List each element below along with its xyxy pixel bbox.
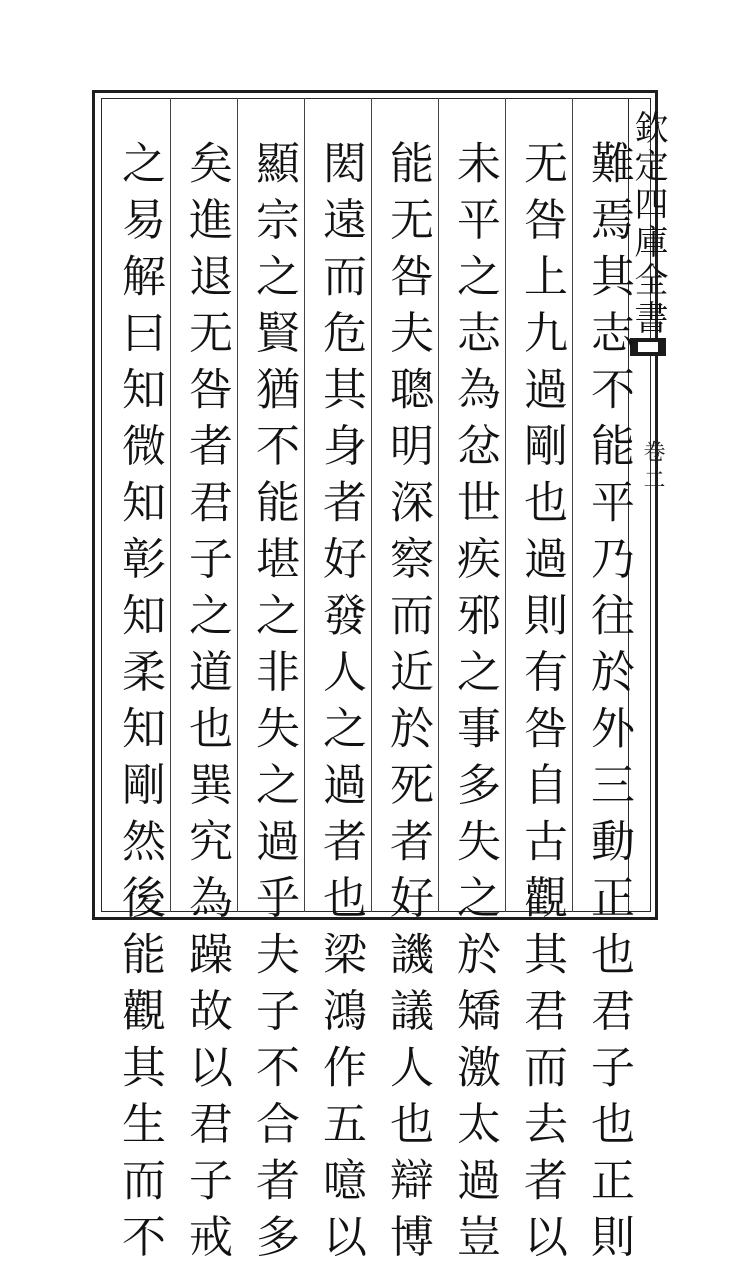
margin-book-title: 欽定四庫全書 <box>628 110 668 338</box>
text-column-2: 无咎上九過剛也過則有咎自古觀其君而去者以 <box>516 140 567 1270</box>
text-column-8: 之易解曰知微知彰知柔知剛然後能觀其生而不 <box>114 140 165 1270</box>
text-column-1: 難焉其志不能平乃往於外三動正也君子也正則 <box>583 140 634 1270</box>
column-rule <box>371 98 372 912</box>
column-rule <box>304 98 305 912</box>
text-column-7: 矣進退无咎者君子之道也巽究為躁故以君子戒 <box>181 140 232 1270</box>
column-rule <box>572 98 573 912</box>
text-column-6: 顯宗之賢猶不能堪之非失之過乎夫子不合者多 <box>248 140 299 1270</box>
column-rule <box>438 98 439 912</box>
column-rule <box>170 98 171 912</box>
text-column-5: 閎遠而危其身者好發人之過者也梁鴻作五噫以 <box>315 140 366 1270</box>
fish-tail-notch <box>638 342 658 352</box>
margin-volume-label: 卷二 <box>640 440 665 496</box>
text-column-4: 能无咎夫聰明深察而近於死者好譏議人也辯博 <box>382 140 433 1270</box>
column-rule <box>237 98 238 912</box>
column-rule <box>505 98 506 912</box>
text-column-3: 未平之志為忿世疾邪之事多失之於矯激太過豈 <box>449 140 500 1270</box>
